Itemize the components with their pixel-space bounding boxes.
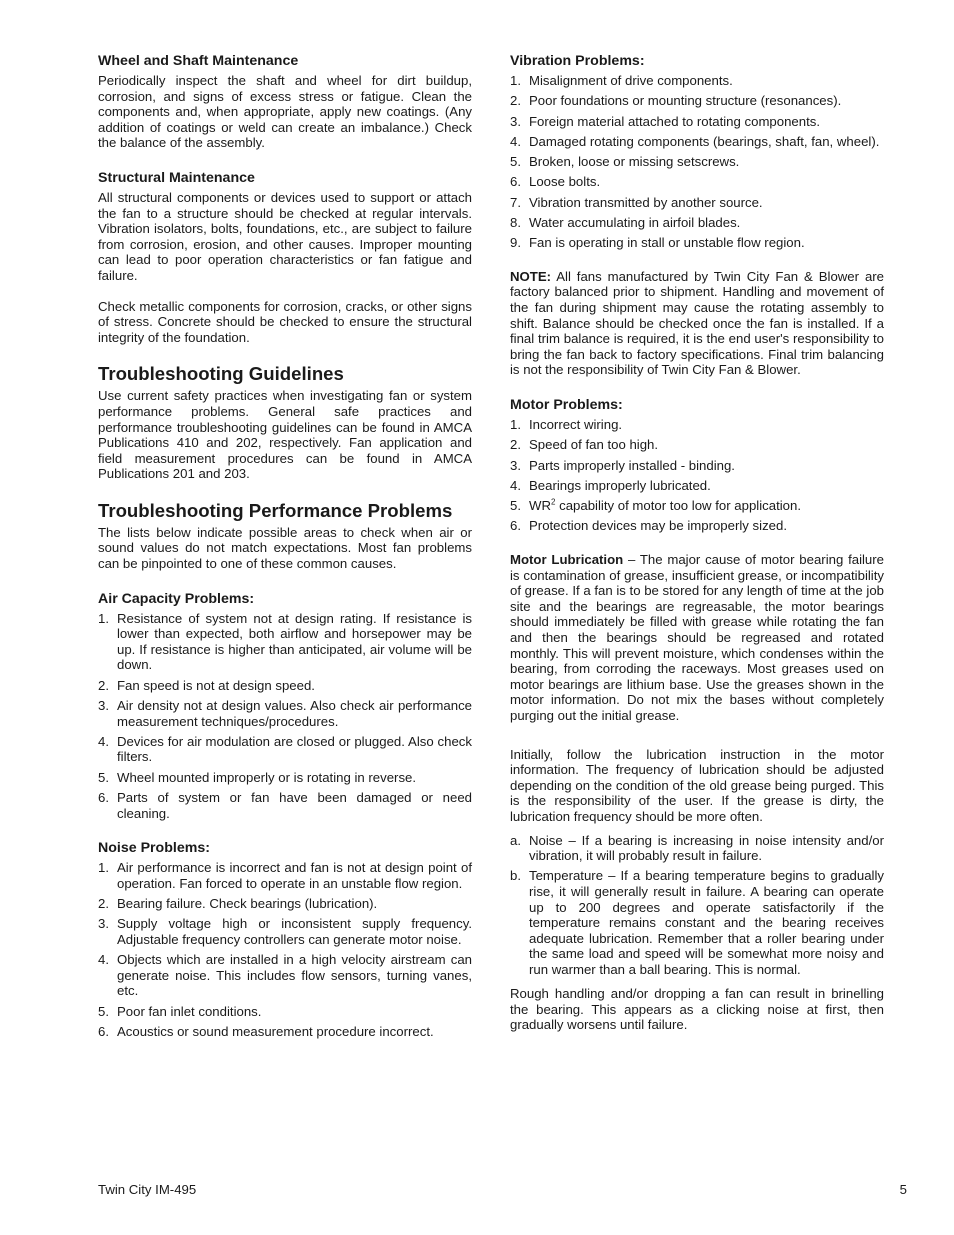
- guidelines-section: [98, 363, 472, 482]
- list-item: 3. Supply voltage high or inconsistent supply frequency. Adjustable frequency controllers can generate motor noise.: [98, 916, 472, 947]
- list-item: 4. Damaged rotating components (bearings, shaft, fan, wheel).: [510, 133, 880, 149]
- lubrication-label: Motor Lubrication: [510, 552, 624, 567]
- list-item: 2. Bearing failure. Check bearings (lubrication).: [98, 896, 378, 912]
- vibration-list: [510, 73, 884, 251]
- list-item: 1. Incorrect wiring.: [510, 417, 623, 432]
- vibration-heading: Vibration Problems:: [510, 53, 645, 69]
- air-capacity-list: [98, 611, 472, 822]
- note-text: NOTE: All fans manufactured by Twin City Fan & Blower are factory balanced prior to shipment. Handling and movement of the fan during shipment may cause the rotating assembly to shift. Balance should be checked once the fan is installed. If a final trim balance is required, it is the end user's responsibility to bring the fan back to factory specifications. Final trim balancing is not the responsibility of Twin City Fan & Blower.: [510, 268, 884, 378]
- performance-section: [98, 500, 472, 572]
- list-item: 7. Vibration transmitted by another source.: [510, 194, 763, 210]
- noise-list: [98, 860, 472, 1039]
- list-item: 1. Misalignment of drive components.: [510, 73, 733, 88]
- motor-section: [510, 396, 884, 534]
- right-column: [510, 52, 884, 1051]
- list-item: 8. Water accumulating in airfoil blades.: [510, 214, 741, 230]
- list-item: 4. Bearings improperly lubricated.: [510, 477, 711, 493]
- wheel-shaft-section: [98, 52, 472, 151]
- lubrication-text: Motor Lubrication – The major cause of motor bearing failure is contamination of grease, insufficient grease, or incompatibility of grease. If a fan is to be stored for any length of time at the job site and the bearings are regreasable, the motor bearings should immediately be filled with grease while rotating the fan and then the bearings should be regreased and rotated monthly. This will prevent moisture, which condenses within the bearing, from corroding the raceways. Most greases used on motor bearings are lithium base. Use the greases shown in the motor information. Do not mix the bases without completely purging out the initial grease.: [510, 552, 884, 723]
- structural-text-1: All structural components or devices used to support or attach the fan to a structure should be checked at regular intervals. Vibration isolators, bolts, foundations, etc., are subject to failure from corrosion, erosion, and other causes. Improper mounting can lead to poor operation characteristics or fan fatigue and failure.: [98, 189, 472, 283]
- vibration-section: [510, 52, 884, 251]
- list-item: 2. Poor foundations or mounting structure (resonances).: [510, 93, 842, 109]
- performance-text: The lists below indicate possible areas to check when air or sound values do not match expectations. Most fan problems can be pinpointed to one of these common causes.: [98, 524, 472, 572]
- motor-heading: Motor Problems:: [510, 397, 623, 413]
- list-item: 9. Fan is operating in stall or unstable flow region.: [510, 235, 805, 251]
- list-item: a. Noise – If a bearing is increasing in noise intensity and/or vibration, it will probably result in failure.: [510, 832, 884, 864]
- footer-doc-id: Twin City IM-495: [98, 1182, 197, 1197]
- list-item: 5. Wheel mounted improperly or is rotating in reverse.: [98, 769, 417, 785]
- motor-list: [510, 417, 884, 534]
- list-item: 6. Parts of system or fan have been damaged or need cleaning.: [98, 790, 472, 821]
- list-item: 5. Broken, loose or missing setscrews.: [510, 154, 740, 170]
- list-item: 6. Protection devices may be improperly sized.: [510, 518, 787, 534]
- lubrication-list: [510, 833, 884, 978]
- air-capacity-section: [98, 590, 472, 822]
- noise-section: [98, 839, 472, 1039]
- noise-heading: Noise Problems:: [98, 840, 210, 857]
- list-item: 2. Speed of fan too high.: [510, 437, 659, 453]
- wheel-shaft-text: Periodically inspect the shaft and wheel for dirt buildup, corrosion, and signs of excess stress or fatigue. Clean the components and, when appropriate, apply new coatings. (Any addition of coatings or weld can create an imbalance.) Check the balance of the assembly.: [98, 73, 472, 151]
- list-item: b. Temperature – If a bearing temperature begins to gradually rise, it will generally result in failure. A bearing can operate up to 200 degrees and operate satisfactorily if the temperature remains constant and the bearing receives adequate lubrication. Remember that a roller bearing under the same load and speed will be somewhat more noisy and run warmer than a ball bearing. This is normal.: [510, 868, 884, 977]
- list-item: 3. Foreign material attached to rotating components.: [510, 113, 821, 129]
- note-label: NOTE:: [510, 268, 552, 284]
- list-item: 4. Objects which are installed in a high velocity airstream can generate noise. This includes flow sensors, turning vanes, etc.: [98, 952, 472, 999]
- page-number: 5: [899, 1182, 907, 1197]
- list-item: 6. Acoustics or sound measurement procedure incorrect.: [98, 1024, 434, 1039]
- structural-heading: Structural Maintenance: [98, 169, 255, 186]
- structural-text-2: Check metallic components for corrosion, cracks, or other signs of stress. Concrete should be checked to ensure the structural integrity of the foundation.: [98, 298, 472, 345]
- list-item: 2. Fan speed is not at design speed.: [98, 677, 315, 693]
- guidelines-heading: Troubleshooting Guidelines: [98, 363, 344, 385]
- list-item: 3. Air density not at design values. Also check air performance measurement techniques/procedures.: [98, 698, 472, 729]
- performance-heading: Troubleshooting Performance Problems: [98, 499, 453, 521]
- left-column: [98, 52, 472, 1058]
- note-section: [510, 269, 884, 378]
- lubrication-section: [510, 552, 884, 1033]
- list-item: 5. $WR^2$ capability of motor too low for application.: [510, 497, 801, 514]
- lubrication-text-2: Initially, follow the lubrication instruction in the motor information. The frequency of lubrication should be adjusted depending on the condition of the old grease being purged. This is the responsibility of the user. If the grease is dirty, the lubrication frequency should be more often.: [510, 746, 884, 824]
- air-capacity-heading: Air Capacity Problems:: [98, 590, 255, 607]
- list-item: 1. Air performance is incorrect and fan is not at design point of operation. Fan forced to operate in an unstable flow region.: [98, 860, 472, 891]
- list-item: 5. Poor fan inlet conditions.: [98, 1003, 262, 1019]
- list-item: 6. Loose bolts.: [510, 174, 601, 190]
- list-item: 1. Resistance of system not at design rating. If resistance is lower than expected, both airflow and horsepower may be up. If resistance is higher than anticipated, air volume will be down.: [98, 610, 472, 673]
- list-item: 4. Devices for air modulation are closed or plugged. Also check filters.: [98, 733, 472, 765]
- guidelines-text: Use current safety practices when investigating fan or system performance problems. General safe practices and performance troubleshooting guidelines can be found in AMCA Publications 410 and 202, respectively. Fan application and field measurement procedures can be found in AMCA Publications 201 and 203.: [98, 388, 472, 482]
- structural-section: [98, 169, 472, 345]
- wheel-shaft-heading: Wheel and Shaft Maintenance: [98, 53, 299, 69]
- list-item: 3. Parts improperly installed - binding.: [510, 457, 735, 473]
- lubrication-text-3: Rough handling and/or dropping a fan can result in brinelling the bearing. This appears as a clicking noise at first, then gradually worsens until failure.: [510, 986, 884, 1033]
